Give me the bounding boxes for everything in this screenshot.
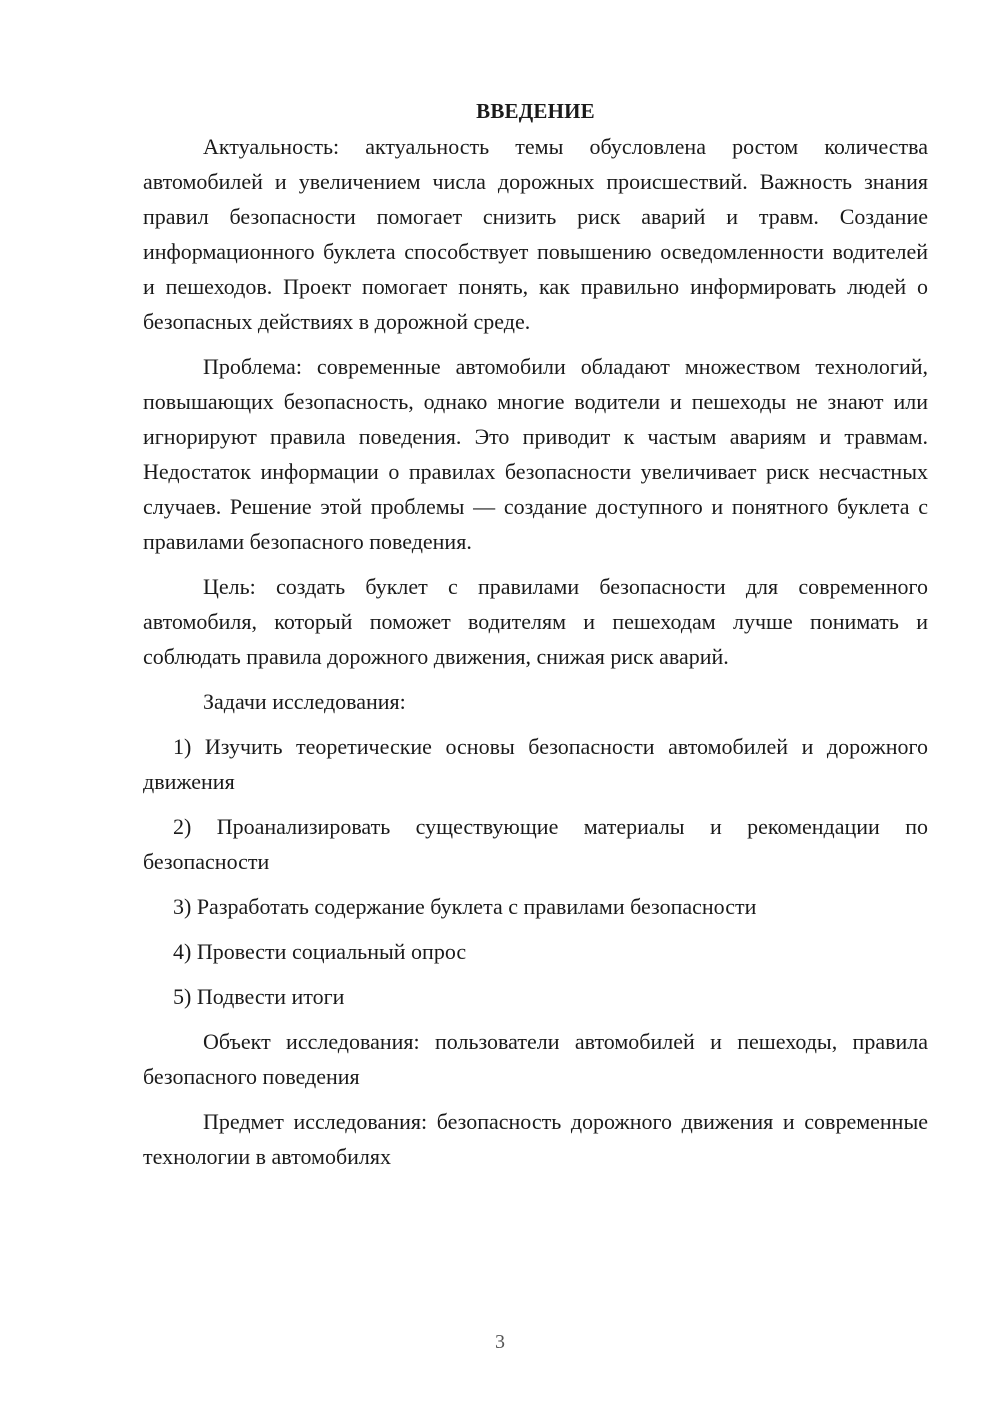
page-number: 3 <box>495 1331 505 1353</box>
document-page <box>143 93 928 1174</box>
paragraph-relevance: Актуальность: актуальность темы обусловлена ростом количества автомобилей и увеличением числа дорожных происшествий. Важность знания правил безопасности помогает снизить риск аварий и травм. Создание информационного буклета способствует повышению осведомленности водителей и пешеходов. Проект помогает понять, как правильно информировать людей о безопасных действиях в дорожной среде. <box>143 134 928 334</box>
paragraph-problem: Проблема: современные автомобили обладают множеством технологий, повышающих безопасность, однако многие водители и пешеходы не знают или игнорируют правила поведения. Это приводит к частым авариям и травмам. Недостаток информации о правилах безопасности увеличивает риск несчастных случаев. Решение этой проблемы — создание доступного и понятного буклета с правилами безопасного поведения. <box>143 354 928 554</box>
paragraph-subject: Предмет исследования: безопасность дорожного движения и современные технологии в автомобилях <box>143 1109 928 1169</box>
task-item-2: 2) Проанализировать существующие материалы и рекомендации по безопасности <box>143 814 928 874</box>
page-title: ВВЕДЕНИЕ <box>476 99 595 123</box>
task-item-1: 1) Изучить теоретические основы безопасности автомобилей и дорожного движения <box>143 734 928 794</box>
paragraph-object: Объект исследования: пользователи автомобилей и пешеходы, правила безопасного поведения <box>143 1029 928 1089</box>
task-item-5: 5) Подвести итоги <box>173 984 345 1009</box>
tasks-heading: Задачи исследования: <box>203 689 406 714</box>
paragraph-goal: Цель: создать буклет с правилами безопасности для современного автомобиля, который поможет водителям и пешеходам лучше понимать и соблюдать правила дорожного движения, снижая риск аварий. <box>143 574 928 669</box>
task-item-3: 3) Разработать содержание буклета с правилами безопасности <box>173 894 757 919</box>
task-item-4: 4) Провести социальный опрос <box>173 939 467 964</box>
